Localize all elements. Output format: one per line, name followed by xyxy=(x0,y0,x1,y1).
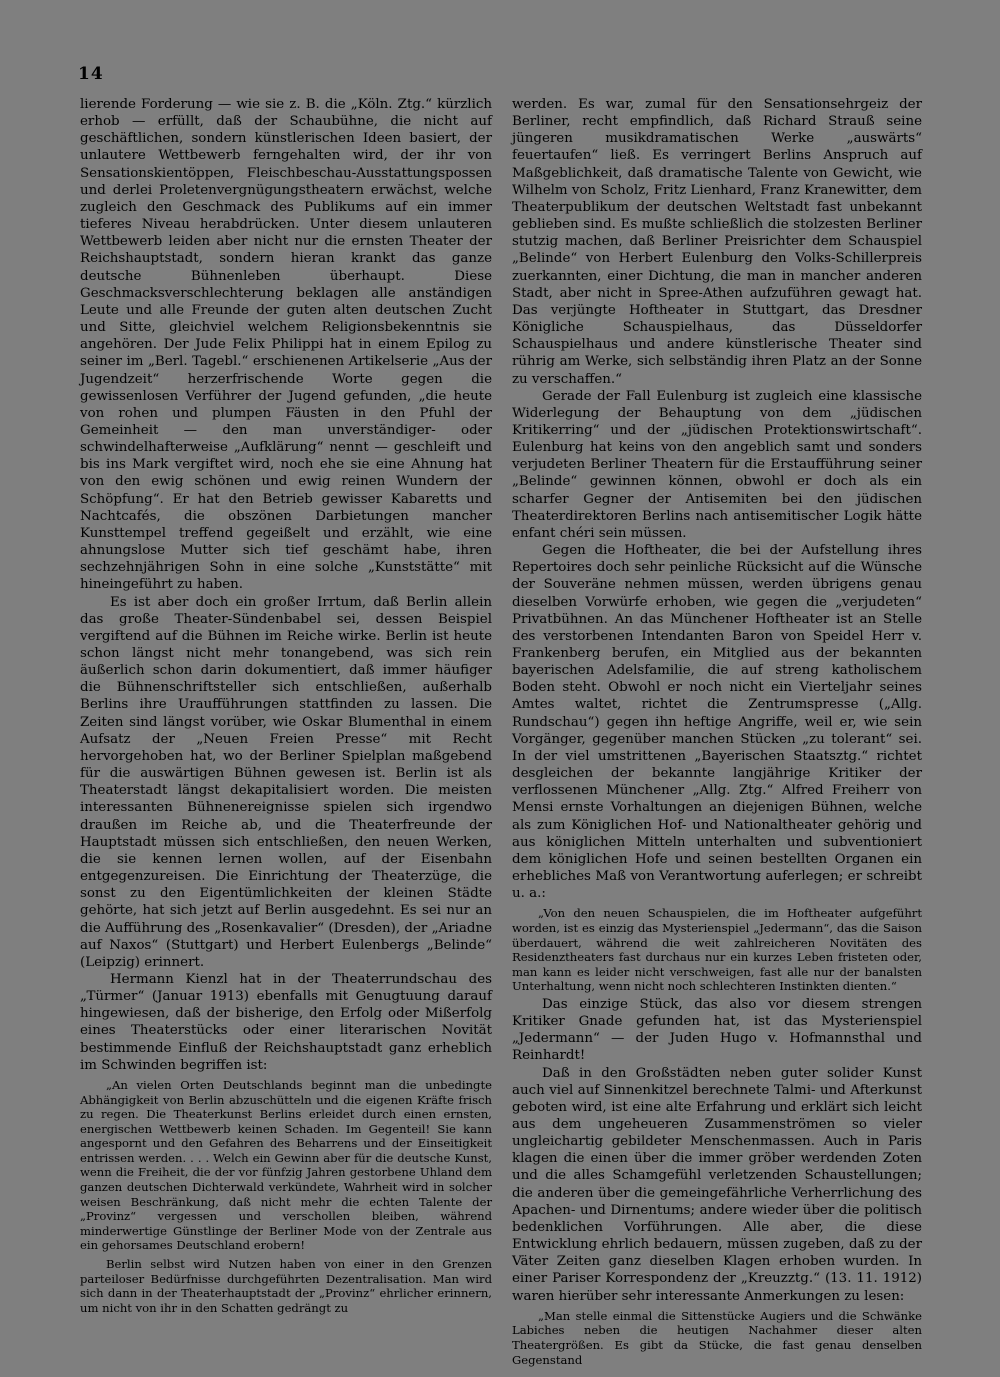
page-number: 14 xyxy=(78,64,104,84)
paragraph: lierende Forderung — wie sie z. B. die „Köln. Ztg.“ kürzlich erhob — erfüllt, daß der Schaubühne, die nicht auf geschäftlichen, sondern künstlerischen Ideen basiert, der unlautere Wettbewerb ferngehalten wird, der ihr von Sensationskientöppen, Fleischbeschau-Ausstattungspossen und derlei Proletenvergnügungstheatern erwächst, welche zugleich den Geschmack des Publikums auf ein immer tieferes Niveau herabdrücken. Unter diesem unlauteren Wettbewerb leiden aber nicht nur die ernsten Theater der Reichshauptstadt, sondern hieran krankt das ganze deutsche Bühnenleben überhaupt. Diese Geschmacksverschlechterung beklagen alle anständigen Leute und alle Freunde der guten alten deutschen Zucht und Sitte, gleichviel welchem Religionsbekenntnis sie angehören. Der Jude Felix Philippi hat in einem Epilog zu seiner im „Berl. Tagebl.“ erschienenen Artikelserie „Aus der Jugendzeit“ herzerfrischende Worte gegen die gewissenlosen Verführer der Jugend gefunden, „die heute von rohen und plumpen Fäusten in den Pfuhl der Gemeinheit — den man unverständiger- oder schwindelhafterweise „Aufklärung“ nennt — geschleift und bis ins Mark vergiftet wird, noch ehe sie eine Ahnung hat von den ewig schönen und ewig reinen Wundern der Schöpfung“. Er hat den Betrieb gewisser Kabaretts und Nachtcafés, die obszönen Darbietungen mancher Kunsttempel treffend gegeißelt und erzählt, wie eine ahnungslose Mutter sich tief geschämt habe, ihren sechzehnjährigen Sohn in eine solche „Kunststätte“ mit hineingeführt zu haben. xyxy=(80,97,492,593)
paragraph: Hermann Kienzl hat in der Theaterrundschau des „Türmer“ (Januar 1913) ebenfalls mit Genugtuung darauf hingewiesen, daß der bisherige, den Erfolg oder Mißerfolg eines Theaterstücks oder einer literarischen Novität bestimmende Einfluß der Reichshauptstadt ganz erheblich im Schwinden begriffen ist: xyxy=(80,971,492,1073)
paragraph: Daß in den Großstädten neben guter solider Kunst auch viel auf Sinnenkitzel berechnete Talmi- und Afterkunst geboten wird, ist eine alte Erfahrung und erklärt sich leicht aus dem ungeheueren Zusammenströmen so vieler ungleichartig gebildeter Menschenmassen. Auch in Paris klagen die einen über die immer gröber werdenden Zoten und die alles Schamgefühl verletzenden Schaustellungen; die anderen über die gemeingefährliche Verherrlichung des Apachen- und Dirnentums; andere wieder über die politisch bedenklichen Vorführungen. Alle aber, die diese Entwicklung ehrlich bedauern, müssen zugeben, daß zu der Väter Zeiten ganz dieselben Klagen erhoben wurden. In einer Pariser Korrespondenz der „Kreuzztg.“ (13. 11. 1912) waren hierüber sehr interessante Anmerkungen zu lesen: xyxy=(512,1065,922,1304)
block-quote: „Man stelle einmal die Sittenstücke Augiers und die Schwänke Labiches neben die heutigen Nachahmer dieser alten Theatergrößen. Es gibt da Stücke, die fast genau denselben Gegenstand xyxy=(512,1308,922,1367)
paragraph: Gerade der Fall Eulenburg ist zugleich eine klassische Widerlegung der Behauptung von dem „jüdischen Kritikerring“ und der „jüdischen Protektionswirtschaft“. Eulenburg hat keins von den angeblich samt und sonders verjudeten Berliner Theatern für die Erstaufführung seiner „Belinde“ gewinnen können, obwohl er doch als ein scharfer Gegner der Antisemiten bei den jüdischen Theaterdirektoren Berlins nach antisemitischer Logik hätte enfant chéri sein müssen. xyxy=(512,388,922,541)
block-quote: „Von den neuen Schauspielen, die im Hoftheater aufgeführt worden, ist es einzig das Mysterienspiel „Jedermann“, das die Saison überdauert, während die weit zahlreicheren Novitäten des Residenztheaters fast durchaus nur ein kurzes Leben fristeten oder, man kann es leider nicht verschweigen, fast alle nur der banalsten Unterhaltung, wenn nicht noch schlechteren Instinkten dienten.“ xyxy=(512,906,922,994)
block-quote: „An vielen Orten Deutschlands beginnt man die unbedingte Abhängigkeit von Berlin abzuschütteln und die eigenen Kräfte frisch zu regen. Die Theaterkunst Berlins erleidet durch einen ernsten, energischen Wettbewerb keinen Schaden. Im Gegenteil! Sie kann angespornt und den Gefahren des Beharrens und der Einseitigkeit entrissen werden. . . . Welch ein Gewinn aber für die deutsche Kunst, wenn die Freiheit, die der vor fünfzig Jahren gestorbene Uhland dem ganzen deutschen Dichterwald verkündete, Wahrheit wird in solcher weisen Beschränkung, daß nicht mehr die echten Talente der „Provinz“ vergessen und verschollen bleiben, während minderwertige Günstlinge der Berliner Mode von der Zentrale aus ein gehorsames Deutschland erobern! xyxy=(80,1077,492,1253)
left-column xyxy=(80,96,492,1341)
paragraph: Gegen die Hoftheater, die bei der Aufstellung ihres Repertoires doch sehr peinliche Rücksicht auf die Wünsche der Souveräne nehmen müssen, werden übrigens genau dieselben Vorwürfe erhoben, wie gegen die „verjudeten“ Privatbühnen. An das Münchener Hoftheater ist an Stelle des verstorbenen Intendanten Baron von Speidel Herr v. Frankenberg berufen, ein Mitglied aus der bekannten bayerischen Adelsfamilie, die auf streng katholischem Boden steht. Obwohl er noch nicht ein Vierteljahr seines Amtes waltet, richtet die Zentrumspresse („Allg. Rundschau“) gegen ihn heftige Angriffe, weil er, wie sein Vorgänger, gegenüber manchen Stücken „zu tolerant“ sei. In der viel umstrittenen „Bayerischen Staatsztg.“ richtet desgleichen der bekannte langjährige Kritiker der verflossenen Münchener „Allg. Ztg.“ Alfred Freiherr von Mensi ernste Vorhaltungen an diejenigen Bühnen, welche als zum Königlichen Hof- und Nationaltheater gehörig und aus königlichen Mitteln unterhalten und subventioniert dem königlichen Hofe und seinen bestellten Organen ein erhebliches Maß von Verantwortung auferlegen; er schreibt u. a.: xyxy=(512,543,922,902)
right-column xyxy=(512,96,922,1367)
paragraph: Das einzige Stück, das also vor diesem strengen Kritiker Gnade gefunden hat, ist das Mysterienspiel „Jedermann“ — der Juden Hugo v. Hofmannsthal und Reinhardt! xyxy=(512,996,922,1064)
paragraph: Es ist aber doch ein großer Irrtum, daß Berlin allein das große Theater-Sündenbabel sei, dessen Beispiel vergiftend auf die Bühnen im Reiche wirke. Berlin ist heute schon längst nicht mehr tonangebend, was sich rein äußerlich schon darin dokumentiert, daß immer häufiger die Bühnenschriftsteller sich entschließen, außerhalb Berlins ihre Uraufführungen stattfinden zu lassen. Die Zeiten sind längst vorüber, wie Oskar Blumenthal in einem Aufsatz der „Neuen Freien Presse“ mit Recht hervorgehoben hat, wo der Berliner Spielplan maßgebend für die auswärtigen Bühnen gewesen ist. Berlin ist als Theaterstadt längst dekapitalisiert worden. Die meisten interessanten Bühnenereignisse spielen sich irgendwo draußen im Reiche ab, und die Theaterfreunde der Hauptstadt müssen sich entschließen, den neuen Werken, die sie kennen lernen wollen, auf der Eisenbahn entgegenzureisen. Die Einrichtung der Theaterzüge, die sonst zu den Eigentümlichkeiten der kleinen Städte gehörte, hat sich jetzt auf Berlin ausgedehnt. Es sei nur an die Aufführung des „Rosenkavalier“ (Dresden), der „Ariadne auf Naxos“ (Stuttgart) und Herbert Eulenbergs „Belinde“ (Leipzig) erinnert. xyxy=(80,594,492,970)
paragraph: werden. Es war, zumal für den Sensationsehrgeiz der Berliner, recht empfindlich, daß Richard Strauß seine jüngeren musikdramatischen Werke „auswärts“ feuertaufen“ ließ. Es verringert Berlins Anspruch auf Maßgeblichkeit, daß dramatische Talente von Gewicht, wie Wilhelm von Scholz, Fritz Lienhard, Franz Kranewitter, dem Theaterpublikum der deutschen Weltstadt fast unbekannt geblieben sind. Es mußte schließlich die stolzesten Berliner stutzig machen, daß Berliner Preisrichter dem Schauspiel „Belinde“ von Herbert Eulenburg den Volks-Schillerpreis zuerkannten, einer Dichtung, die man in mancher anderen Stadt, aber nicht in Spree-Athen aufzuführen gewagt hat. Das verjüngte Hoftheater in Stuttgart, das Dresdner Königliche Schauspielhaus, das Düsseldorfer Schauspielhaus und andere künstlerische Theater sind rührig am Werke, sich selbständig ihren Platz an der Sonne zu verschaffen.“ xyxy=(512,97,922,387)
block-quote: Berlin selbst wird Nutzen haben von einer in den Grenzen parteiloser Bedürfnisse durchgeführten Dezentralisation. Man wird sich dann in der Theaterhauptstadt der „Provinz“ ehrlicher erinnern, um nicht von ihr in den Schatten gedrängt zu xyxy=(80,1257,492,1315)
